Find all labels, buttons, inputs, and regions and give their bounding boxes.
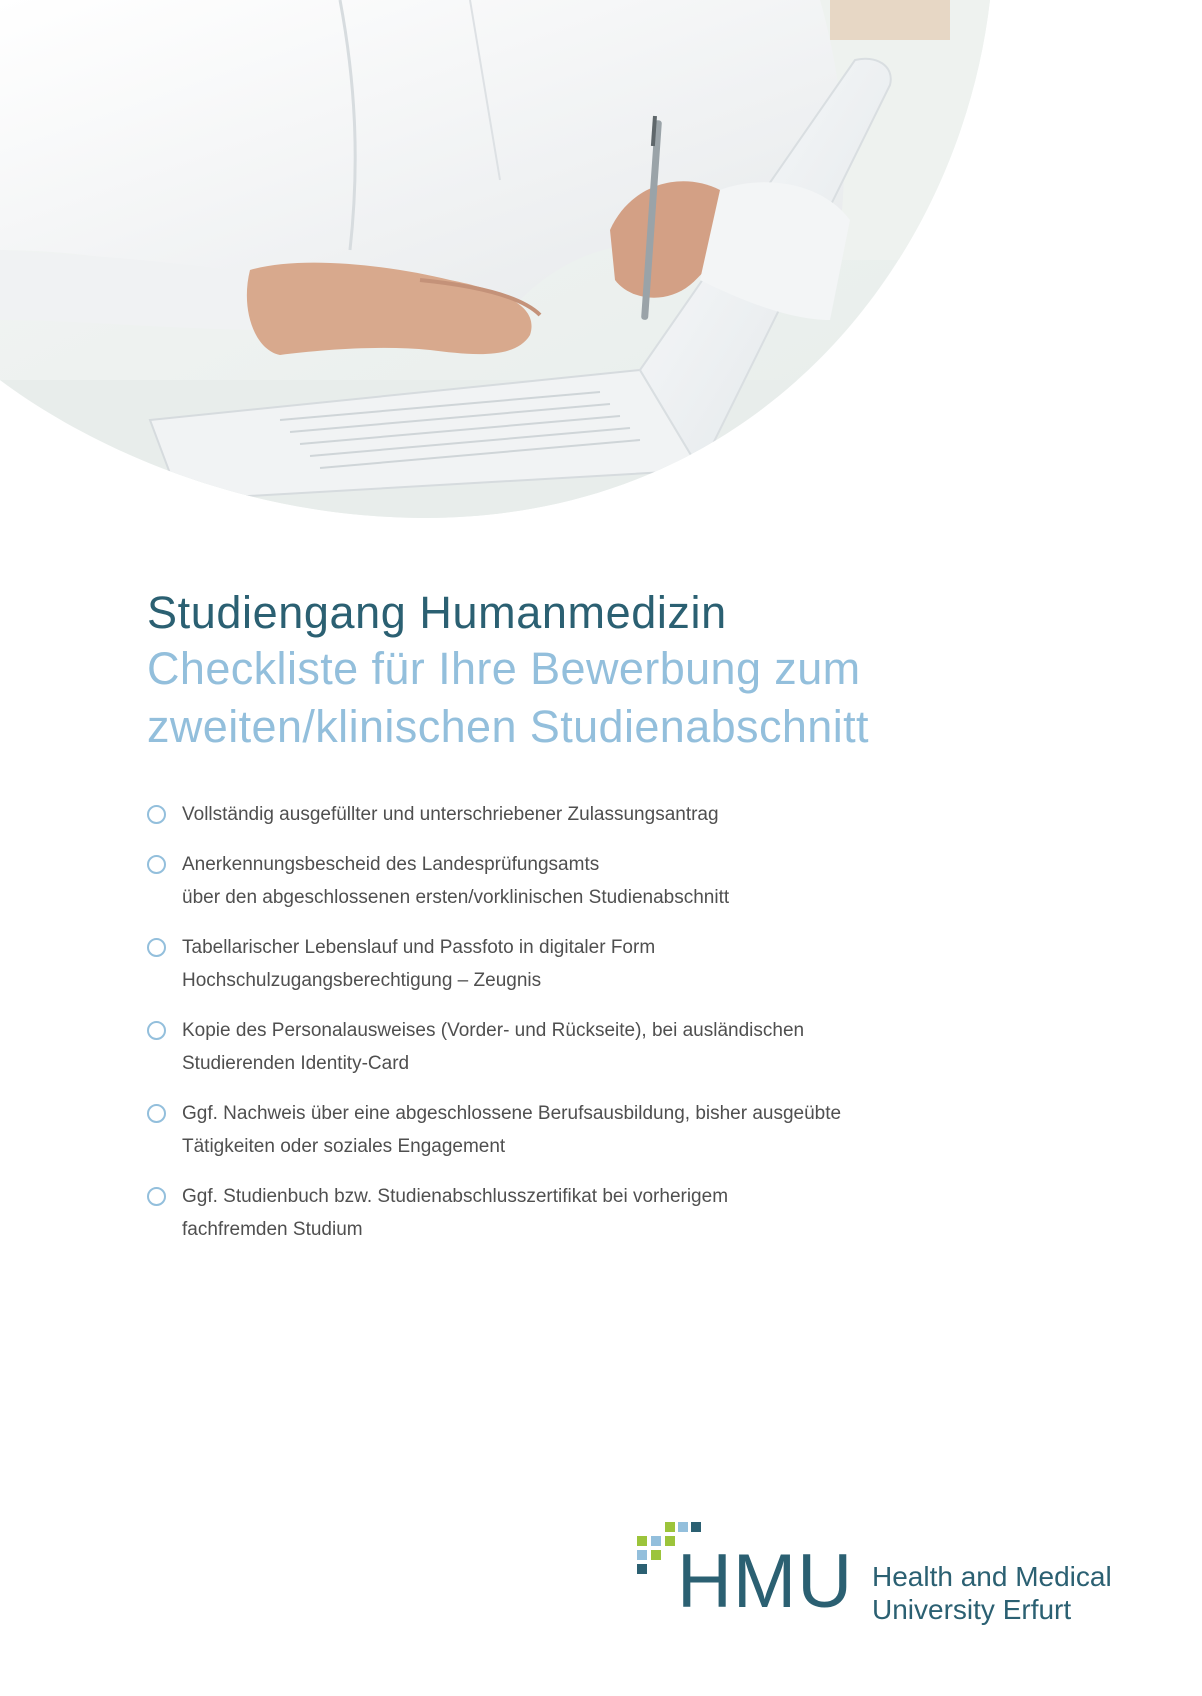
hmu-logo	[637, 1522, 1117, 1632]
checklist-item	[147, 1180, 1047, 1246]
checklist-item-text: Vollständig ausgefüllter und unterschriebener Zulassungsantrag	[182, 804, 719, 825]
checklist-item-text: Kopie des Personalausweises (Vorder- und Rückseite), bei ausländischen	[182, 1020, 805, 1041]
checklist-item-text: fachfremden Studium	[182, 1219, 363, 1240]
checklist-item-text: Tätigkeiten oder soziales Engagement	[182, 1136, 506, 1157]
checklist-item	[147, 798, 1047, 831]
subtitle-line: zweiten/klinischen Studienabschnitt	[147, 701, 869, 752]
page-title: Studiengang Humanmedizin	[147, 587, 727, 638]
hero-photo-illustration	[0, 0, 1202, 560]
checklist-item-text: Tabellarischer Lebenslauf und Passfoto in digitaler Form	[182, 937, 656, 958]
circle-outline-icon	[147, 855, 166, 874]
checklist-item-text: Ggf. Studienbuch bzw. Studienabschlusszertifikat bei vorherigem	[182, 1186, 729, 1207]
checklist-item-text: Anerkennungsbescheid des Landesprüfungsamts	[182, 854, 600, 875]
circle-outline-icon	[147, 1021, 166, 1040]
checklist-item	[147, 1097, 1047, 1163]
checklist-item-text: Studierenden Identity-Card	[182, 1053, 410, 1074]
circle-outline-icon	[147, 1187, 166, 1206]
checklist-item-text: über den abgeschlossenen ersten/vorklinischen Studienabschnitt	[182, 887, 730, 908]
logo-university-name	[872, 1560, 1112, 1626]
subtitle-line: Checkliste für Ihre Bewerbung zum	[147, 643, 861, 694]
circle-outline-icon	[147, 938, 166, 957]
logo-abbreviation: HMU	[677, 1539, 854, 1624]
hero-image	[0, 0, 1202, 560]
logo-name-line: University Erfurt	[872, 1594, 1072, 1625]
main-content	[147, 586, 1047, 1263]
application-checklist	[147, 798, 1047, 1246]
checklist-item	[147, 848, 1047, 914]
checklist-item-text: Ggf. Nachweis über eine abgeschlossene Berufsausbildung, bisher ausgeübte	[182, 1103, 842, 1124]
logo-name-line: Health and Medical	[872, 1561, 1112, 1592]
checklist-item	[147, 1014, 1047, 1080]
circle-outline-icon	[147, 805, 166, 824]
checklist-item-text: Hochschulzugangsberechtigung – Zeugnis	[182, 970, 542, 991]
checklist-item	[147, 931, 1047, 997]
page-subtitle	[147, 640, 1047, 756]
circle-outline-icon	[147, 1104, 166, 1123]
